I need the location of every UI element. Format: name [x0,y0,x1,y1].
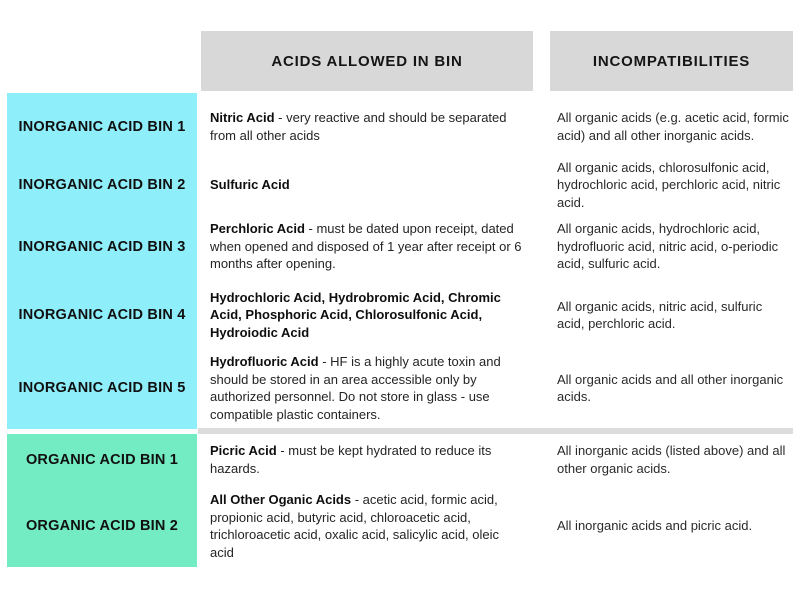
column-header-acids-allowed: ACIDS ALLOWED IN BIN [201,31,533,91]
incompatibilities-cell: All inorganic acids (listed above) and all other organic acids. [557,443,786,476]
acids-allowed-cell [210,434,526,485]
acid-name: Nitric Acid [210,110,275,125]
acid-name: Sulfuric Acid [210,177,290,193]
incompatibilities-cell: All organic acids (e.g. acetic acid, formic acid) and all other inorganic acids. [557,110,789,143]
acids-allowed-cell [210,283,526,347]
bin-label: INORGANIC ACID BIN 1 [18,118,186,135]
table-row [0,93,805,160]
bin-label: INORGANIC ACID BIN 3 [18,238,186,255]
incompatibilities-cell: All organic acids, hydrochloric acid, hydrofluoric acid, nitric acid, o-periodic acid, sulfuric acid. [557,221,779,272]
table-row [0,210,805,283]
acid-name: Perchloric Acid [210,221,305,237]
bin-label: ORGANIC ACID BIN 2 [25,518,179,534]
column-header-incompatibilities: INCOMPATIBILITIES [550,31,793,91]
acids-allowed-cell [210,347,526,429]
acids-allowed-cell [210,93,526,160]
acid-name: All Other Oganic Acids [210,492,352,507]
bin-label: INORGANIC ACID BIN 4 [18,307,186,323]
acid-description: - must be kept hydrated to reduce its hazards. [210,443,492,476]
acid-description: - must be dated upon receipt, dated when opened and disposed of 1 year after receipt or 6 months after opening. [210,221,522,272]
acid-name: Hydrochloric Acid, Hydrobromic Acid, Chromic Acid, Phosphoric Acid, Chlorosulfonic Acid, Hydroiodic Acid [210,289,501,340]
table-row [0,160,805,210]
table-row [0,434,805,485]
acids-allowed-cell [210,160,526,210]
incompatibilities-cell: All organic acids and all other inorganic acids. [557,371,784,404]
incompatibilities-cell: All organic acids, nitric acid, sulfuric acid, perchloric acid. [557,298,763,331]
incompatibilities-cell: All inorganic acids and picric acid. [557,518,753,534]
table-row [0,283,805,347]
acid-description: - very reactive and should be separated from all other acids [210,110,507,143]
acid-description: - acetic acid, formic acid, propionic acid, butyric acid, chloroacetic acid, trichloroacetic acid, oxalic acid, salicylic acid, oleic acid [210,492,500,560]
bin-label: INORGANIC ACID BIN 2 [18,177,186,193]
acids-allowed-cell [210,485,526,567]
table-row [0,347,805,429]
table-row [0,485,805,567]
acid-name: Hydrofluoric Acid [210,354,319,369]
acids-allowed-cell [210,210,526,283]
acid-name: Picric Acid [210,443,277,458]
bin-label: INORGANIC ACID BIN 5 [18,380,186,396]
acid-description: - HF is a highly acute toxin and should be stored in an area accessible only by authorized personnel. Do not store in glass - use compatible plastic containers. [210,354,501,422]
bin-label: ORGANIC ACID BIN 1 [25,451,179,468]
incompatibilities-cell: All organic acids, chlorosulfonic acid, hydrochloric acid, perchloric acid, nitric acid. [557,159,781,210]
